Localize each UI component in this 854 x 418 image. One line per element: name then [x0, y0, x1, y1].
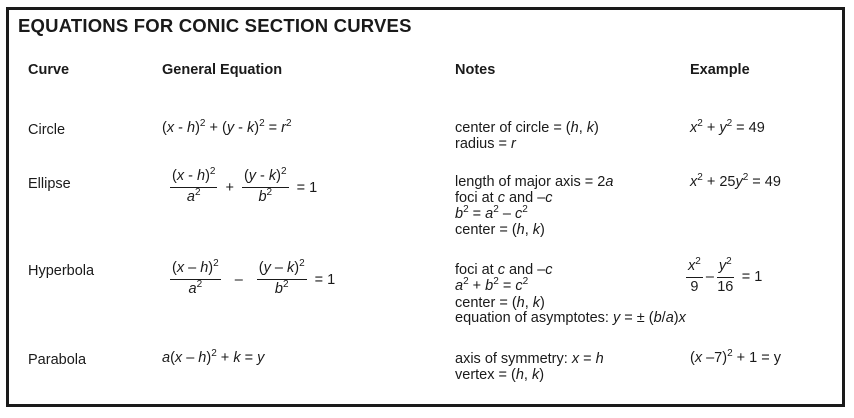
- note-line: radius = r: [455, 135, 516, 152]
- note-line: foci at c and –c: [455, 189, 553, 206]
- table-title: EQUATIONS FOR CONIC SECTION CURVES: [18, 15, 412, 36]
- notes-parabola: [455, 352, 604, 384]
- notes-circle: [455, 121, 599, 153]
- notes-hyperbola: [455, 263, 686, 327]
- curve-name-parabola: Parabola: [28, 352, 87, 368]
- example-ellipse: $x^2 + 25y^2 = 49$: [690, 172, 781, 190]
- note-line: length of major axis = 2a: [455, 174, 614, 190]
- example-circle: $x^2 + y^2 = 49$: [690, 118, 765, 136]
- note-line: center = (h, k): [455, 294, 545, 311]
- note-line: $b^2 = a^2 - c^2$: [455, 203, 528, 222]
- example-parabola: (x –7)$^2$ + 1 = y: [690, 348, 782, 366]
- header-example: Example: [690, 62, 750, 78]
- equation-ellipse: $\frac{(x - h)^2}{a^2}$ + $\frac{(y - k)^2}{b^2}$ = 1: [172, 166, 318, 205]
- curve-name-circle: Circle: [28, 122, 66, 138]
- header-general-equation: General Equation: [162, 62, 283, 78]
- equation-parabola: a(x – h)$^2$ + k = y: [162, 348, 265, 366]
- note-line: $a^2 + b^2 = c^2$: [455, 275, 529, 294]
- equation-hyperbola: $\frac{(x - h)^2}{a^2}$ – $\frac{(y - k)^2}{b^2}$ = 1: [172, 258, 336, 297]
- note-line: axis of symmetry: x = h: [455, 351, 604, 367]
- note-line: center = (h, k): [455, 222, 545, 239]
- note-line: center of circle = (h, k): [455, 120, 599, 136]
- notes-ellipse: [455, 175, 613, 239]
- curve-name-hyperbola: Hyperbola: [28, 263, 95, 279]
- curve-name-ellipse: Ellipse: [28, 176, 71, 192]
- equation-circle: $(x - h)^2 + (y - k)^2 = r^2$: [162, 118, 292, 136]
- note-line: foci at c and –c: [455, 262, 553, 278]
- note-line: equation of asymptotes: y = ± (b/a)x: [455, 310, 686, 327]
- example-hyperbola: $\frac{x^2}{9}$ – $\frac{y^2}{16}$ = 1: [688, 256, 763, 295]
- header-curve: Curve: [28, 62, 70, 78]
- note-line: vertex = (h, k): [455, 366, 545, 383]
- header-notes: Notes: [455, 62, 496, 78]
